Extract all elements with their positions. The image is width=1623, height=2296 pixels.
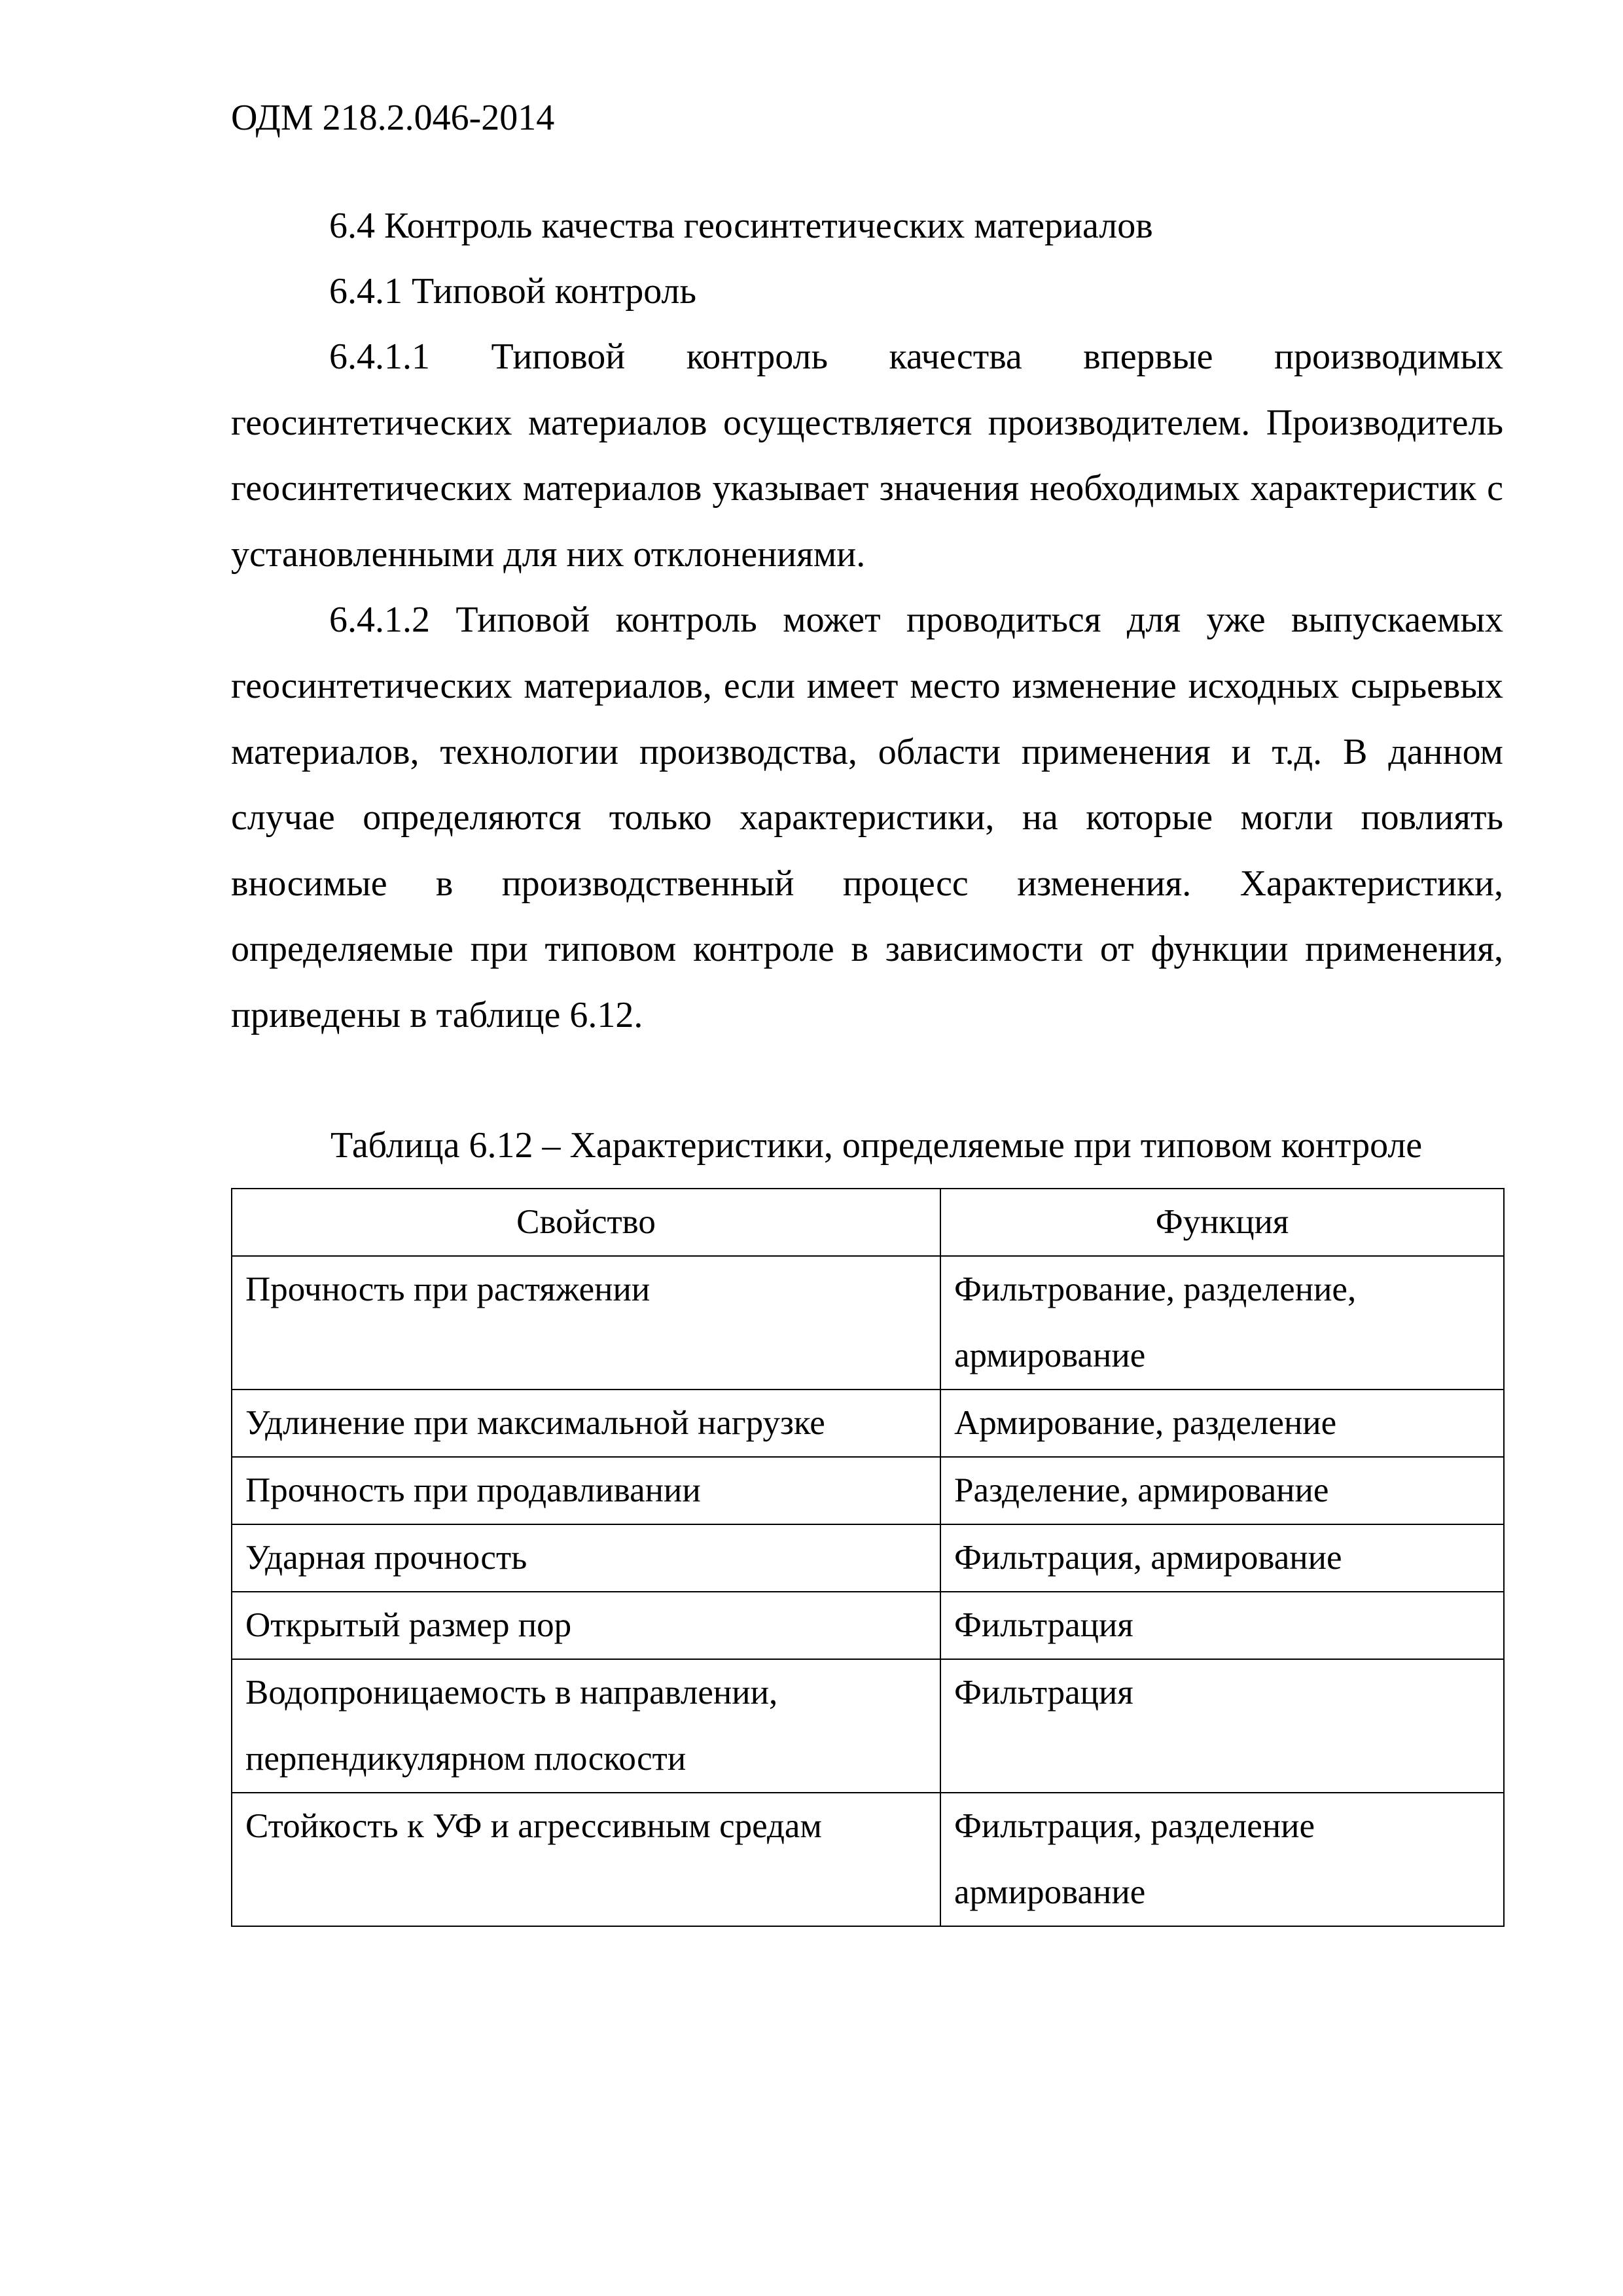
- paragraph-6-4-1-1: 6.4.1.1 Типовой контроль качества впервые производимых геосинтетических материалов осуществляется производителем. Производитель геосинтетических материалов указывает значения необходимых характеристик с установленными для них отклонениями.: [231, 336, 1503, 575]
- paragraph-6-4-1-2: 6.4.1.2 Типовой контроль может проводиться для уже выпускаемых геосинтетических материалов, если имеет место изменение исходных сырьевых материалов, технологии производства, области применения и т.д. В данном случае определяются только характеристики, на которые могли повлиять вносимые в производственный процесс изменения. Характеристики, определяемые при типовом контроле в зависимости от функции применения, приведены в таблице 6.12.: [231, 600, 1503, 1035]
- property-cell: Стойкость к УФ и агрессивным средам: [232, 1793, 940, 1926]
- function-cell: Разделение, армирование: [940, 1457, 1504, 1524]
- table-row: [232, 1659, 1504, 1793]
- characteristics-table: [231, 1188, 1505, 1927]
- table-row: [232, 1524, 1504, 1592]
- table-row: [232, 1592, 1504, 1659]
- property-cell: Ударная прочность: [232, 1524, 940, 1592]
- property-cell: Прочность при растяжении: [232, 1256, 940, 1390]
- property-cell: Водопроницаемость в направлении, перпендикулярном плоскости: [232, 1659, 940, 1793]
- property-cell: Удлинение при максимальной нагрузке: [232, 1390, 940, 1457]
- document-code: ОДМ 218.2.046-2014: [231, 98, 555, 138]
- function-cell: Фильтрование, разделение, армирование: [940, 1256, 1504, 1390]
- subsection-heading: 6.4.1 Типовой контроль: [329, 271, 697, 312]
- table-row: [232, 1793, 1504, 1926]
- function-cell: Фильтрация: [940, 1592, 1504, 1659]
- column-header-function: Функция: [940, 1189, 1504, 1256]
- table-row: [232, 1457, 1504, 1524]
- table-row: [232, 1256, 1504, 1390]
- column-header-property: Свойство: [232, 1189, 940, 1256]
- property-cell: Прочность при продавливании: [232, 1457, 940, 1524]
- function-cell: Фильтрация: [940, 1659, 1504, 1793]
- function-cell: Фильтрация, разделение армирование: [940, 1793, 1504, 1926]
- function-cell: Армирование, разделение: [940, 1390, 1504, 1457]
- table-row: [232, 1390, 1504, 1457]
- section-heading: 6.4 Контроль качества геосинтетических материалов: [329, 206, 1153, 246]
- table-caption: Таблица 6.12 – Характеристики, определяемые при типовом контроле: [330, 1125, 1423, 1166]
- function-cell: Фильтрация, армирование: [940, 1524, 1504, 1592]
- table-header-row: [232, 1189, 1504, 1256]
- property-cell: Открытый размер пор: [232, 1592, 940, 1659]
- section-6-4: [231, 193, 1503, 1049]
